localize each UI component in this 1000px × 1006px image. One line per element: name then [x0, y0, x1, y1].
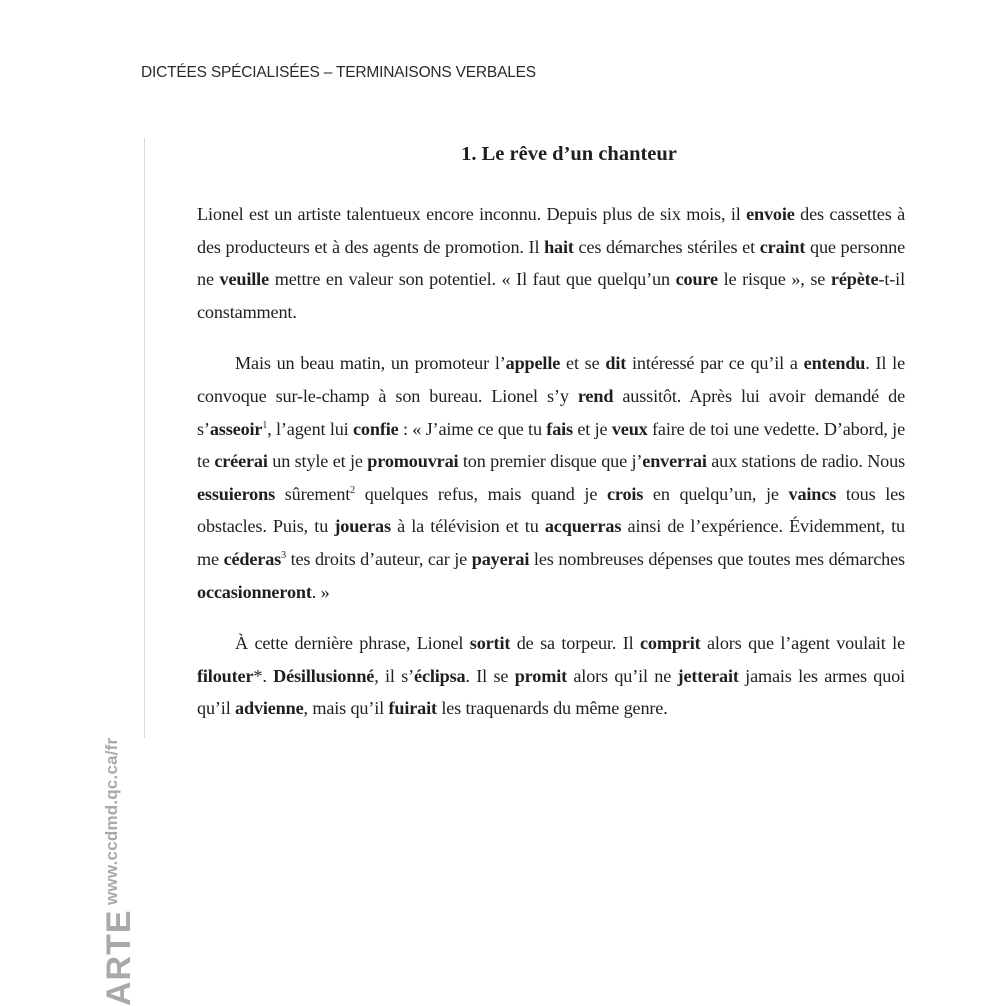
text-run: À cette dernière phrase, Lionel	[235, 633, 470, 654]
verb-highlight: craint	[759, 236, 806, 257]
verb-highlight: répète	[830, 269, 879, 290]
verb-highlight: hait	[544, 236, 574, 257]
verb-highlight: advienne	[235, 698, 304, 719]
text-run: aussitôt. Après lui avoir demandé de s’	[197, 385, 905, 439]
text-run: Lionel est un artiste talentueux encore inconnu. Depuis plus de six mois, il	[197, 204, 747, 224]
verb-highlight: promouvrai	[367, 451, 459, 472]
text-run: Mais un beau matin, un promoteur l’	[235, 353, 506, 374]
footnote-marker: 1	[262, 419, 268, 431]
text-run: les traquenards du même genre.	[436, 698, 668, 719]
text-run: de sa torpeur. Il	[510, 633, 640, 654]
verb-highlight: céderas	[223, 548, 282, 569]
verb-highlight: Désillusionné	[273, 665, 375, 686]
verb-highlight: entendu	[803, 353, 866, 374]
text-run: un style et je	[267, 451, 368, 472]
text-run: ces démarches stériles et	[573, 236, 760, 257]
verb-highlight: créerai	[214, 451, 268, 472]
text-run: , mais qu’il	[303, 698, 389, 719]
verb-highlight: fais	[546, 418, 573, 439]
verb-highlight: veux	[611, 418, 648, 439]
text-run: : « J’aime ce que tu	[398, 418, 547, 439]
text-run: alors que l’agent voulait le	[700, 633, 905, 654]
paragraph	[197, 627, 905, 725]
sidebar-url: www.ccdmd.qc.ca/fr	[102, 737, 121, 905]
text-run: ton premier disque que j’	[458, 451, 643, 472]
text-run: -t-il constamment.	[197, 269, 905, 322]
margin-divider	[144, 138, 145, 738]
text-run: les nombreuses dépenses que toutes mes démarches	[529, 548, 905, 569]
text-run: alors qu’il ne	[567, 665, 678, 686]
text-run: , l’agent lui	[267, 418, 353, 439]
verb-highlight: filouter	[197, 665, 254, 686]
text-run: tous les obstacles. Puis, tu	[197, 483, 905, 537]
verb-highlight: rend	[577, 385, 614, 406]
paragraph	[197, 198, 905, 328]
text-run: et je	[572, 418, 612, 439]
text-run: sûrement	[275, 483, 351, 504]
verb-highlight: payerai	[471, 548, 530, 569]
text-run: intéressé par ce qu’il a	[626, 353, 804, 374]
text-run: faire de toi une vedette. D’abord, je te	[197, 418, 906, 472]
text-run: quelques refus, mais quand je	[355, 483, 607, 504]
verb-highlight: comprit	[639, 633, 701, 654]
running-header: DICTÉES SPÉCIALISÉES – TERMINAISONS VERBALES	[141, 64, 536, 81]
verb-highlight: asseoir	[209, 418, 263, 439]
verb-highlight: envoie	[746, 204, 795, 224]
text-run: *.	[253, 665, 274, 686]
verb-highlight: confie	[353, 418, 399, 439]
verb-highlight: enverrai	[642, 451, 707, 472]
verb-highlight: joueras	[334, 516, 391, 537]
text-run: aux stations de radio. Nous	[706, 451, 905, 472]
text-run: des cassettes à des producteurs et à des agents de promotion. Il	[197, 204, 906, 257]
sidebar-brand: ARTE	[100, 909, 138, 1006]
text-run: . Il se	[465, 665, 515, 686]
text-run: jamais les armes quoi qu’il	[197, 665, 906, 719]
verb-highlight: veuille	[219, 269, 270, 290]
verb-highlight: éclipsa	[414, 665, 466, 686]
verb-highlight: crois	[606, 483, 644, 504]
text-run: le risque », se	[717, 269, 831, 290]
verb-highlight: vaincs	[788, 483, 837, 504]
text-run: . »	[311, 581, 330, 602]
text-run: , il s’	[374, 665, 415, 686]
verb-highlight: occasionneront	[197, 581, 312, 602]
verb-highlight: fuirait	[388, 698, 437, 719]
text-run: en quelqu’un, je	[643, 483, 789, 504]
verb-highlight: promit	[514, 665, 567, 686]
verb-highlight: coure	[675, 269, 718, 290]
footnote-marker: 3	[281, 549, 286, 561]
verb-highlight: jetterait	[677, 665, 739, 686]
text-run: mettre en valeur son potentiel. « Il faut que quelqu’un	[269, 269, 676, 290]
verb-highlight: sortit	[469, 633, 511, 654]
text-run: . Il le convoque sur-le-champ à son bureau. Lionel s’y	[197, 353, 906, 406]
footnote-marker: 2	[350, 484, 356, 496]
text-run: ainsi de l’expérience. Évidemment, tu me	[197, 516, 905, 569]
verb-highlight: dit	[605, 353, 627, 374]
paragraph	[197, 347, 905, 608]
text-run: que personne ne	[197, 236, 905, 290]
text-run: tes droits d’auteur, car je	[285, 548, 472, 569]
text-run: et se	[560, 353, 606, 374]
verb-highlight: appelle	[505, 353, 561, 374]
text-run: à la télévision et tu	[390, 516, 545, 537]
dictation-title: 1. Le rêve d’un chanteur	[461, 143, 677, 165]
verb-highlight: acquerras	[544, 516, 622, 537]
dictation-section	[197, 138, 905, 744]
verb-highlight: essuierons	[197, 483, 275, 504]
